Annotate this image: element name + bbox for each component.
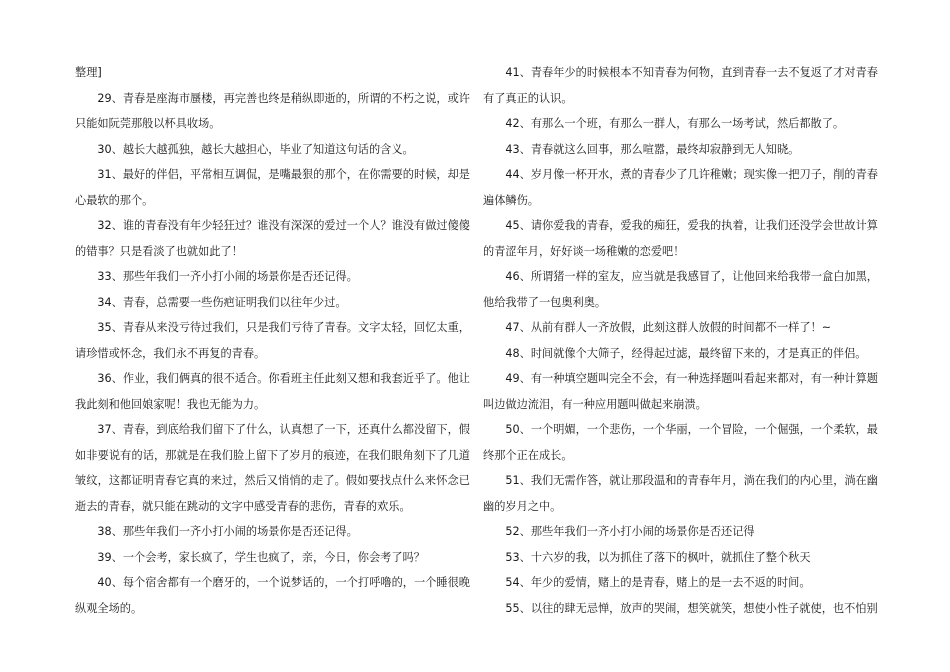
left-column [75, 60, 470, 621]
paragraph: 38、那些年我们一齐小打小闹的场景你是否还记得。 [97, 525, 358, 538]
paragraph: 55、以往的肆无忌惮，放声的哭闹，想笑就笑，想使小性子就使，也不怕别 [505, 601, 878, 615]
paragraph: 33、那些年我们一齐小打小闹的场景你是否还记得。 [97, 270, 358, 283]
paragraph: 53、十六岁的我，以为抓住了落下的枫叶，就抓住了整个秋天 [505, 550, 811, 564]
paragraph: 44、岁月像一杯开水，煮的青春少了几许稚嫩；现实像一把刀子，削的青春遍体鳞伤。 [483, 168, 878, 207]
paragraph: 34、青春，总需要一些伤疤证明我们以往年少过。 [97, 295, 347, 309]
paragraph: 52、那些年我们一齐小打小闹的场景你是否还记得 [505, 525, 755, 538]
right-column [483, 60, 878, 621]
paragraph: 41、青春年少的时候根本不知青春为何物，直到青春一去不复返了才对青春有了真正的认识。 [483, 66, 878, 105]
paragraph: 51、我们无需作答，就让那段温和的青春年月，淌在我们的内心里，淌在幽幽的岁月之中。 [483, 474, 878, 513]
paragraph: 29、青春是座海市蜃楼，再完善也终是稍纵即逝的，所谓的不朽之说，或许只能如阮莞那般以杯具收场。 [75, 91, 470, 130]
paragraph: 32、谁的青春没有年少轻狂过？谁没有深深的爱过一个人？谁没有做过傻傻的错事？只是看淡了也就如此了！ [75, 219, 470, 258]
paragraph: 54、年少的爱情，赌上的是青春，赌上的是一去不返的时间。 [505, 576, 811, 589]
paragraph: 45、请你爱我的青春，爱我的痴狂，爱我的执着，让我们还没学会世故计算的青涩年月，好好谈一场稚嫩的恋爱吧！ [483, 219, 878, 258]
paragraph: 37、青春，到底给我们留下了什么，认真想了一下，还真什么都没留下，假如非要说有的话，那就是在我们脸上留下了岁月的痕迹，在我们眼角刻下了几道皱纹，这都证明青春它真的来过，然后又悄悄的走了。假如要找点什么来怀念已逝去的青春，就只能在跳动的文字中感受青春的悲伤，青春的欢乐。 [75, 423, 470, 513]
paragraph: 40、每个宿舍都有一个磨牙的，一个说梦话的，一个打呼噜的，一个睡很晚纵观全场的。 [75, 576, 470, 615]
paragraph: 47、从前有群人一齐放假，此刻这群人放假的时间都不一样了！~ [505, 321, 832, 334]
paragraph: 整理] [75, 66, 102, 79]
paragraph: 35、青春从来没亏待过我们，只是我们亏待了青春。文字太轻，回忆太重，请珍惜或怀念，我们永不再复的青春。 [75, 321, 470, 360]
paragraph: 31、最好的伴侣，平常相互调侃，是嘴最狠的那个，在你需要的时候，却是心最软的那个。 [75, 168, 470, 207]
paragraph: 42、有那么一个班，有那么一群人，有那么一场考试，然后都散了。 [505, 117, 845, 130]
paragraph: 49、有一种填空题叫完全不会，有一种选择题叫看起来都对，有一种计算题叫边做边流泪，有一种应用题叫做起来崩溃。 [483, 372, 878, 411]
paragraph: 48、时间就像个大筛子，经得起过滤，最终留下来的，才是真正的伴侣。 [505, 346, 867, 360]
paragraph: 39、一个会考，家长疯了，学生也疯了，亲，今日，你会考了吗？ [97, 550, 425, 564]
paragraph: 46、所谓猪一样的室友，应当就是我感冒了，让他回来给我带一盒白加黑，他给我带了一包奥利奥。 [483, 270, 878, 309]
paragraph: 36、作业，我们俩真的很不适合。你看班主任此刻又想和我套近乎了。他让我此刻和他回娘家呢！我也无能为力。 [75, 372, 470, 411]
paragraph: 43、青春就这么回事，那么喧嚣，最终却寂静到无人知晓。 [505, 142, 800, 156]
paragraph: 50、一个明媚，一个悲伤，一个华丽，一个冒险，一个倔强，一个柔软，最终那个正在成长。 [483, 423, 878, 462]
paragraph: 30、越长大越孤独，越长大越担心，毕业了知道这句话的含义。 [97, 142, 414, 156]
